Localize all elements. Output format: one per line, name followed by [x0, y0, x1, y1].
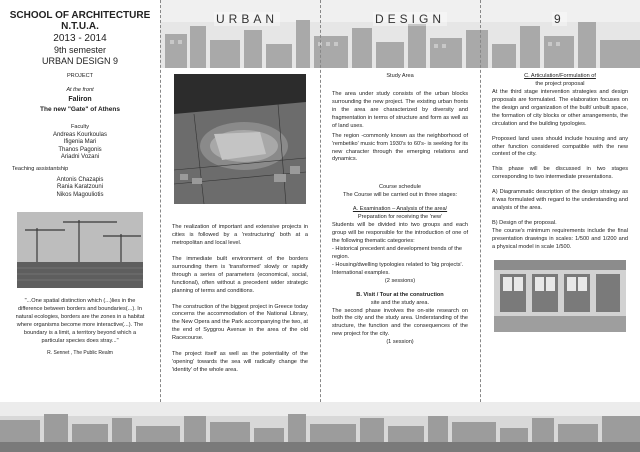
sennett-quote: "...One spatial distinction which (...)lies in the difference between borders and boundaries(...). In natural ecologies, borders are the zones in a habitat where organisms become more interactive(...). The boundary is a limit, a territory beyond which a particular species does stray..." [15, 298, 145, 345]
faculty-member: Ifigenia Mari [63, 139, 97, 146]
faculty-list [12, 132, 148, 162]
schedule-intro: The Course will be carried out in three stages: [342, 192, 458, 199]
header-word-number: 9 [554, 12, 565, 26]
study-paragraph-1: The area under study consists of the urban blocks surrounding the new project. The existing urban fronts in the area are characterized by diversity and fragmentation in terms of structure and form as well as of land uses. [332, 90, 468, 129]
stage-c-paragraph-2: Proposed land uses should include housing and any other function considered compatible with the new context of the city. [492, 135, 628, 158]
intro-paragraph-2: The immediate built environment of the borders surrounding them is 'transformed' slowly or rapidly through a series of parameters (economical, social, functional), often without a precedent wider strategic planning of terms and conditions. [172, 255, 308, 294]
study-area-title: Study Area [386, 73, 414, 79]
stage-c-paragraph-3: This phase will be discussed in two stages corresponding to two intermediate presentations. [492, 166, 628, 181]
building-facade-photo [494, 260, 626, 332]
assistant-member: Antonis Chazapis [56, 176, 104, 183]
column-articulation [480, 68, 640, 402]
assistants-list [12, 177, 148, 200]
intro-paragraph-3: The construction of the biggest project in Greece today concerns the accommodation of the National Library, the New Opera and the Park accompanying the two, at the end of Syggrou Avenue in the area of the old Racecourse. [172, 303, 308, 342]
harbor-panorama-photo [0, 402, 640, 452]
stage-a-item-1: - Historical precedent and development trends of the region. [332, 245, 462, 260]
stage-b-sessions: (1 session) [386, 339, 414, 346]
school-name: SCHOOL OF ARCHITECTURE N.T.U.A. [9, 10, 151, 32]
stage-b-title [332, 292, 468, 300]
quote-source: R. Sennet , The Public Realm [47, 350, 113, 357]
stage-c-paragraph-6: The course's minimum requirements include the final presentation drawings in scales: 1/500 and 1/200 and a physical model in scale 1/500. [492, 228, 628, 250]
semester: 9th semester [53, 45, 107, 55]
stage-b-paragraph: The second phase involves the on-site research on both the city and the study area. Understanding of the structure, the function and the consequences of the new project for the city. [332, 307, 468, 338]
faculty-member: Andreas Kourkoulas [52, 131, 108, 138]
stage-c-paragraph-1: At the third stage intervention strategies and design proposals are formulated. The elaboration focuses on the design and organization of the built/ unbuilt space, the formation of city blocks or other arrangements, the circulation and the building typologies. [492, 88, 628, 127]
faculty-member: Ariadni Vozani [60, 154, 100, 161]
study-paragraph-2: The region -commonly known as the neighborhood of 'rembetiko' music from 1930's to 60's- is seeking for its new character through the emerging relations and dynamics. [332, 132, 468, 163]
column-project-info [0, 68, 160, 402]
schedule-title: Course schedule [379, 184, 421, 191]
intro-paragraph-4: The project itself as well as the potentiality of the 'opening' towards the sea will radically change the 'identity' of the whole area. [172, 351, 308, 374]
intro-paragraph-1: The realization of important and extensive projects in cities is followed by a 'restructuring' both at a metropolitan and local level. [172, 224, 308, 246]
header-word-design: DESIGN [375, 12, 446, 26]
stage-a-paragraph: Students will be divided into two groups and each group will be responsible for the introduction of one of the following thematic categories: [332, 222, 468, 244]
stage-c-paragraph-4: A) Diagrammatic description of the design strategy as it was formulated with regard to the understanding and analysis of the area. [492, 189, 628, 212]
faculty-label: Faculty [70, 124, 90, 131]
assistant-member: Nikos Magouliotis [56, 191, 104, 198]
project-place: Faliron [68, 95, 92, 103]
stage-a-heading: A. Examination – Analysis of the area/ [352, 206, 448, 213]
stage-c-subtitle: the project proposal [535, 80, 585, 87]
course-name: URBAN DESIGN 9 [41, 56, 119, 66]
stage-a-subtitle: Preparation for receiving the 'new' [357, 214, 443, 221]
stage-a-title [332, 206, 468, 214]
stage-a-item-2: - Housing/dwelling typologies related to 'big projects'. International examples. [332, 261, 464, 276]
school-info [0, 0, 160, 68]
column-study-schedule [320, 68, 480, 402]
faculty-member: Thanos Pagonis [58, 146, 102, 153]
assistants-label: Teaching assistantship [12, 165, 69, 172]
stage-b-subtitle: site and the study area. [370, 299, 430, 306]
project-subtitle: The new "Gate" of Athens [40, 105, 120, 113]
footer-banner [0, 402, 640, 452]
aerial-site-photo [174, 74, 306, 204]
project-label: PROJECT [66, 73, 94, 79]
stage-a-sessions: (2 sessions) [384, 277, 416, 284]
at-front-label: At the front [66, 86, 94, 93]
assistant-member: Rania Karatzouni [56, 184, 104, 191]
stage-b-heading: B. Visit / Tour at the construction [356, 291, 444, 298]
stage-c-title [492, 73, 628, 81]
column-introduction [160, 68, 320, 402]
header-word-urban: URBAN [216, 12, 279, 26]
academic-years: 2013 - 2014 [53, 33, 107, 44]
stage-c-heading: C. Articulation/Formulation of [524, 73, 596, 79]
construction-cranes-photo [17, 212, 143, 288]
stage-c-paragraph-5: B) Design of the proposal. [492, 220, 557, 227]
